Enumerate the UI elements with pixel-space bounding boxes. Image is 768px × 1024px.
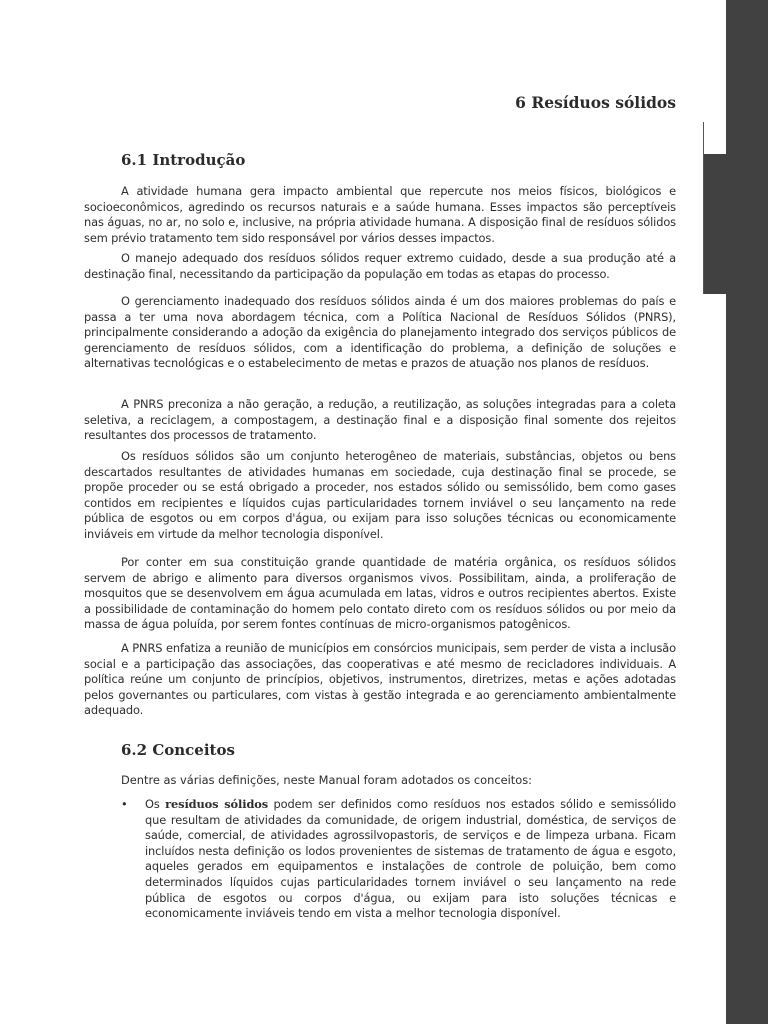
paragraph: A atividade humana gera impacto ambiental que repercute nos meios físicos, biológicos e socioeconômicos, agredindo os recursos naturais e a saúde humana. Esses impactos são perceptíveis nas águas, no ar, no solo e, inclusive, na própria atividade humana. A disposição final de resíduos sólidos sem prévio tratamento tem sido responsável por vários desses impactos. bbox=[84, 184, 676, 245]
bullet-term: resíduos sólidos bbox=[165, 797, 269, 811]
paragraph: Por conter em sua constituição grande quantidade de matéria orgânica, os resíduos sólidos servem de abrigo e alimento para diversos organismos vivos. Possibilitam, ainda, a proliferação de mosquitos que se desenvolvem em água acumulada em latas, vidros e outros recipientes abertos. Existe a possibilidade de contaminação do homem pelo contato direto com os resíduos sólidos ou por meio da massa de água poluída, por serem fontes contínuas de micro-organismos patogênicos. bbox=[84, 555, 676, 632]
section-heading-introducao: 6.1 Introdução bbox=[121, 151, 246, 169]
section-heading-conceitos: 6.2 Conceitos bbox=[121, 741, 235, 759]
paragraph: A PNRS preconiza a não geração, a redução, a reutilização, as soluções integradas para a coleta seletiva, a reciclagem, a compostagem, a destinação final e a disposição final somente dos rejeitos resultantes dos processos de tratamento. bbox=[84, 397, 676, 443]
chapter-tab-marker bbox=[704, 154, 726, 294]
paragraph: Os resíduos sólidos são um conjunto heterogêneo de materiais, substâncias, objetos ou bens descartados resultantes de atividades humanas em sociedade, cuja destinação final se procede, se propõe proceder ou se está obrigado a proceder, nos estados sólido ou semissólido, bem como gases contidos em recipientes e líquidos cujas particularidades tornem inviável o seu lançamento na rede pública de esgotos ou em corpos d'água, ou exijam para isso soluções técnicas ou economicamente inviáveis em virtude da melhor tecnologia disponível. bbox=[84, 449, 676, 541]
bullet-marker: • bbox=[121, 797, 128, 811]
bullet-definition: podem ser definidos como resíduos nos estados sólido e semissólido que resultam de atividades da comunidade, de origem industrial, doméstica, de serviços de saúde, comercial, de atividades agrossilvopastoris, de serviços e de limpeza urbana. Ficam incluídos nesta definição os lodos provenientes de sistemas de tratamento de água e esgoto, aqueles gerados em equipamentos e instalações de controle de poluição, bem como determinados líquidos cujas particularidades tornem inviável o seu lançamento na rede pública de esgotos ou corpos d'água, ou exijam para isto soluções técnicas e economicamente inviáveis tendo em vista a melhor tecnologia disponível. bbox=[145, 797, 676, 921]
paragraph: O manejo adequado dos resíduos sólidos requer extremo cuidado, desde a sua produção até a destinação final, necessitando da participação da população em todas as etapas do processo. bbox=[84, 251, 676, 281]
paragraph: A PNRS enfatiza a reunião de municípios em consórcios municipais, sem perder de vista a inclusão social e a participação das associações, das cooperativas e até mesmo de recicladores individuais. A política reúne um conjunto de princípios, objetivos, instrumentos, diretrizes, metas e ações adotadas pelos governantes ou particulares, com vistas à gestão integrada e ao gerenciamento ambientalmente adequado. bbox=[84, 641, 676, 718]
chapter-title: 6 Resíduos sólidos bbox=[515, 93, 676, 112]
page-edge-strip bbox=[726, 0, 768, 1024]
section-intro: Dentre as várias definições, neste Manual foram adotados os conceitos: bbox=[121, 773, 533, 787]
bullet-prefix: Os bbox=[145, 797, 166, 811]
bullet-item-residuos-solidos bbox=[145, 797, 676, 922]
paragraph: O gerenciamento inadequado dos resíduos sólidos ainda é um dos maiores problemas do país e passa a ter uma nova abordagem técnica, com a Política Nacional de Resíduos Sólidos (PNRS), principalmente considerando a adoção da exigência do planejamento integrado dos serviços públicos de gerenciamento de resíduos sólidos, com a identificação do problema, a definição de soluções e alternativas tecnológicas e o estabelecimento de metas e prazos de atuação nos planos de resíduos. bbox=[84, 294, 676, 371]
